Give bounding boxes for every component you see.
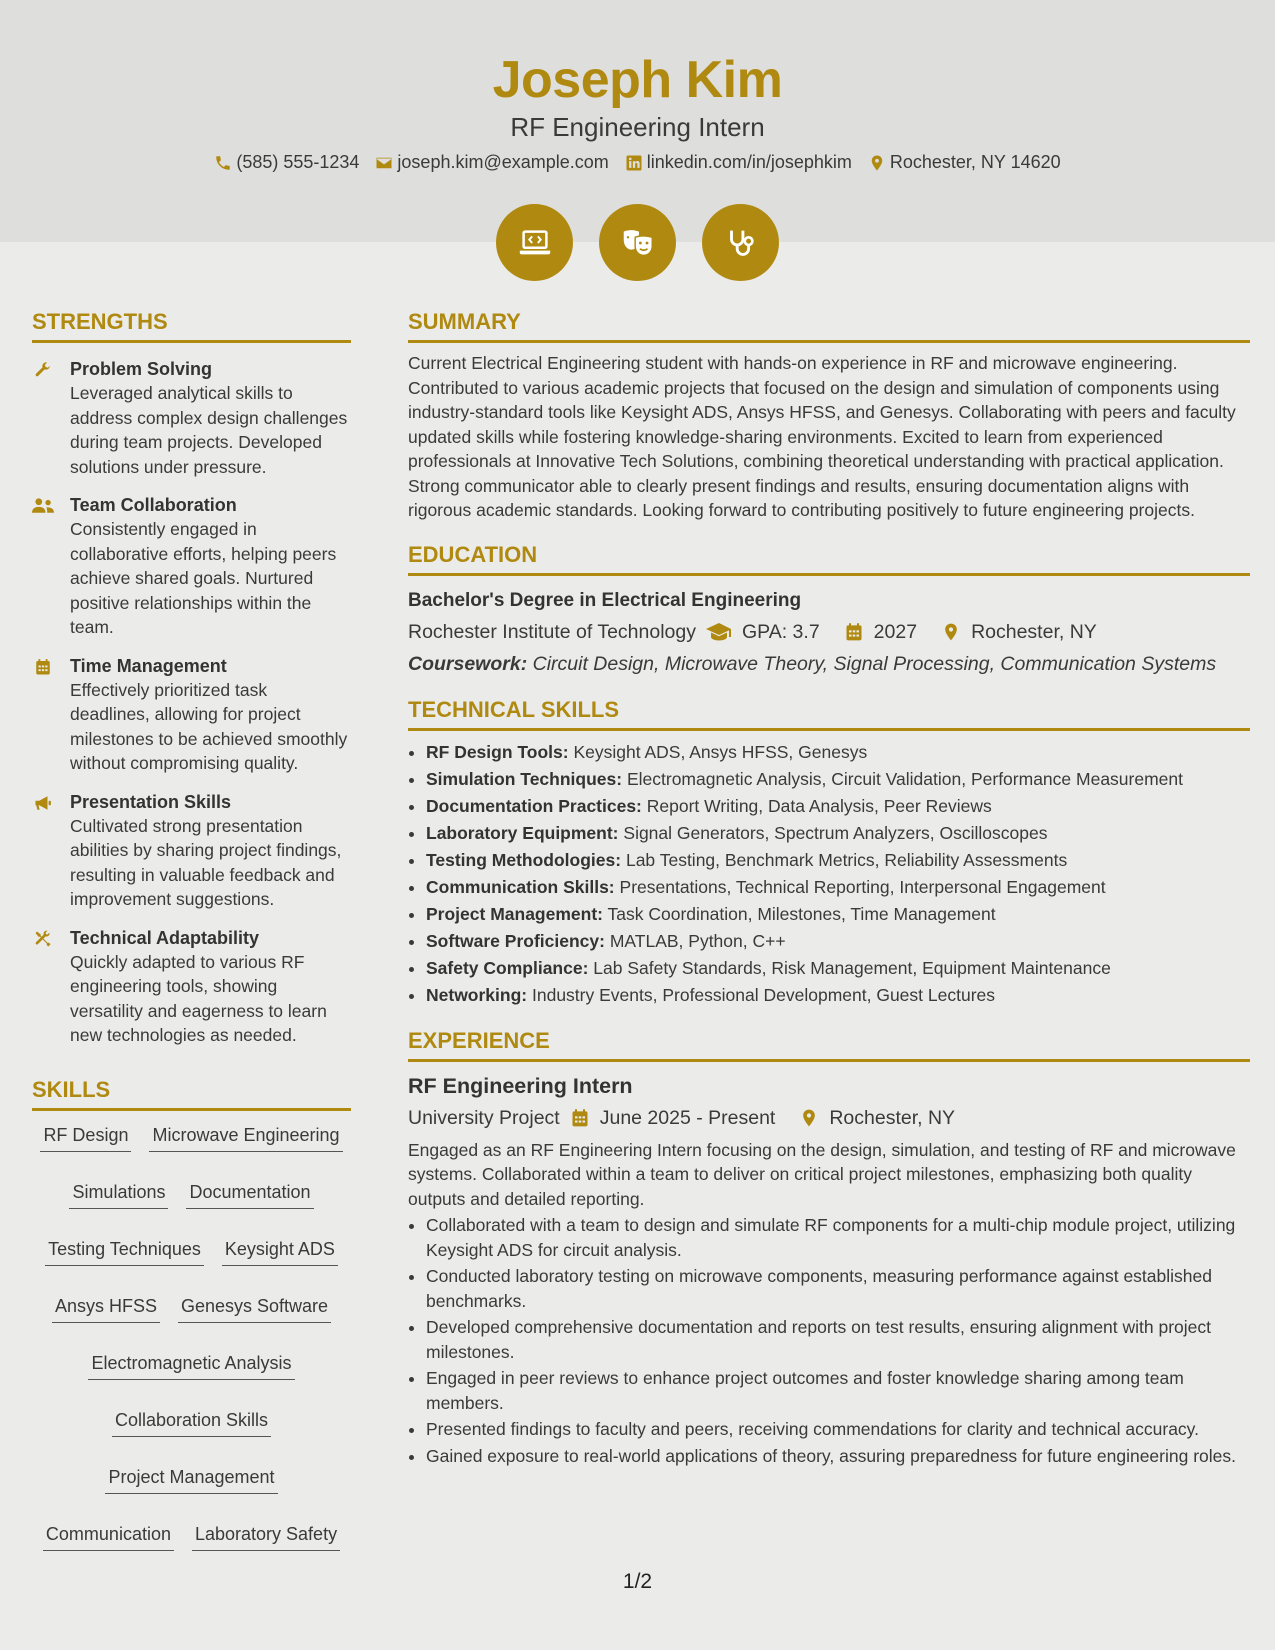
list-item bbox=[426, 766, 1250, 793]
education-heading: EDUCATION bbox=[408, 541, 1250, 576]
list-item: • Collaborated with a team to design and simulate RF components for a multi-chip module project, utilizing Keysight ADS for circuit analysis. bbox=[426, 1213, 1250, 1262]
skill-tag: Microwave Engineering bbox=[149, 1123, 342, 1152]
job-location: Rochester, NY bbox=[829, 1106, 956, 1129]
graduation-year: 2027 bbox=[873, 620, 918, 643]
contact-location bbox=[868, 152, 1061, 173]
degree-title: Bachelor's Degree in Electrical Engineering bbox=[408, 589, 802, 611]
skill-tag: Genesys Software bbox=[178, 1294, 331, 1323]
candidate-role: RF Engineering Intern bbox=[510, 112, 765, 142]
skill-label: Simulation Techniques: bbox=[426, 768, 623, 789]
skill-label: Documentation Practices: bbox=[426, 795, 642, 816]
map-marker-icon bbox=[941, 622, 961, 642]
coursework bbox=[408, 650, 1250, 678]
skill-label: Testing Methodologies: bbox=[426, 849, 622, 870]
skill-label: Project Management: bbox=[426, 903, 603, 924]
calendar-icon bbox=[570, 1108, 590, 1128]
skill-tag: RF Design bbox=[40, 1123, 131, 1152]
users-icon bbox=[32, 497, 54, 515]
interest-circle-laptop bbox=[496, 204, 573, 281]
skill-tag: Ansys HFSS bbox=[52, 1294, 160, 1323]
job-summary: Engaged as an RF Engineering Intern focusing on the design, simulation, and testing of RF and microwave systems. Collaborated within a team to deliver on critical project milestones, emphasizing both quality outputs and detailed reporting. bbox=[408, 1139, 1236, 1209]
calendar-icon bbox=[32, 658, 54, 676]
skill-tag: Keysight ADS bbox=[222, 1237, 338, 1266]
location-text: Rochester, NY 14620 bbox=[889, 152, 1061, 172]
list-item: • Gained exposure to real-world applications of theory, assuring preparedness for future engineering roles. bbox=[426, 1444, 1250, 1469]
interest-icons bbox=[0, 204, 1275, 281]
coursework-label: Coursework: bbox=[408, 652, 528, 675]
linkedin-icon bbox=[625, 154, 643, 172]
skill-tag: Collaboration Skills bbox=[112, 1408, 271, 1437]
page-number: 1/2 bbox=[622, 1570, 653, 1593]
contact-bar bbox=[0, 152, 1275, 173]
left-column bbox=[32, 308, 351, 1551]
school-name: Rochester Institute of Technology bbox=[408, 620, 696, 643]
strength-desc: Quickly adapted to various RF engineering tools, showing versatility and eagerness to learn new technologies as needed. bbox=[70, 951, 327, 1045]
summary-heading: SUMMARY bbox=[408, 308, 1250, 343]
interest-circle-masks bbox=[599, 204, 676, 281]
strength-title: Presentation Skills bbox=[70, 791, 232, 812]
technical-skills-list bbox=[408, 739, 1250, 1009]
map-marker-icon bbox=[868, 154, 886, 172]
list-item bbox=[426, 847, 1250, 874]
strength-title: Problem Solving bbox=[70, 359, 213, 379]
strength-title: Time Management bbox=[70, 655, 227, 676]
strengths-heading: STRENGTHS bbox=[32, 308, 351, 343]
graduation-cap-icon bbox=[706, 622, 732, 642]
list-item: • Engaged in peer reviews to enhance project outcomes and foster knowledge sharing among team members. bbox=[426, 1366, 1250, 1415]
skill-tag: Documentation bbox=[186, 1180, 313, 1209]
list-item: • Presented findings to faculty and peers, receiving commendations for clarity and technical accuracy. bbox=[426, 1417, 1250, 1442]
theater-masks-icon bbox=[619, 224, 657, 262]
skill-label: Networking: bbox=[426, 984, 528, 1005]
phone-icon bbox=[214, 154, 232, 172]
experience-heading: EXPERIENCE bbox=[408, 1027, 1250, 1062]
list-item bbox=[426, 874, 1250, 901]
linkedin-text: linkedin.com/in/josephkim bbox=[646, 152, 852, 172]
skill-value: Report Writing, Data Analysis, Peer Reviews bbox=[646, 795, 992, 816]
contact-linkedin[interactable] bbox=[625, 152, 852, 173]
right-column bbox=[408, 308, 1250, 1470]
skill-value: Task Coordination, Milestones, Time Management bbox=[607, 903, 996, 924]
skill-label: Software Proficiency: bbox=[426, 930, 605, 951]
candidate-name: Joseph Kim bbox=[492, 51, 783, 109]
bullhorn-icon bbox=[32, 794, 54, 812]
skill-tag: Project Management bbox=[105, 1465, 277, 1494]
wrench-icon bbox=[32, 361, 54, 379]
strength-item bbox=[32, 790, 351, 912]
list-item bbox=[426, 982, 1250, 1009]
education-meta bbox=[408, 618, 1250, 646]
school-location: Rochester, NY bbox=[971, 620, 1097, 643]
strength-desc: Cultivated strong presentation abilities by sharing project findings, resulting in valuable feedback and improvement suggestions. bbox=[70, 815, 342, 909]
strength-title: Technical Adaptability bbox=[70, 927, 260, 948]
laptop-code-icon bbox=[516, 224, 554, 262]
skill-value: Lab Testing, Benchmark Metrics, Reliability Assessments bbox=[625, 849, 1068, 870]
strength-item bbox=[32, 926, 351, 1048]
skill-value: Industry Events, Professional Development, Guest Lectures bbox=[532, 984, 996, 1005]
stethoscope-icon bbox=[722, 224, 760, 262]
list-item bbox=[426, 739, 1250, 766]
strength-desc: Consistently engaged in collaborative efforts, helping peers achieve shared goals. Nurtured positive relationships within the team. bbox=[70, 519, 337, 637]
gpa-text: GPA: 3.7 bbox=[741, 620, 820, 643]
skills-heading: SKILLS bbox=[32, 1076, 351, 1111]
interest-circle-stethoscope bbox=[702, 204, 779, 281]
list-item bbox=[426, 820, 1250, 847]
strength-desc: Leveraged analytical skills to address complex design challenges during team projects. Developed solutions under pressure. bbox=[70, 383, 348, 477]
strength-item bbox=[32, 357, 351, 479]
tools-icon bbox=[32, 930, 54, 948]
list-item: • Developed comprehensive documentation and reports on test results, ensuring alignment with project milestones. bbox=[426, 1315, 1250, 1364]
coursework-list: Circuit Design, Microwave Theory, Signal Processing, Communication Systems bbox=[532, 652, 1217, 675]
phone-text: (585) 555-1234 bbox=[236, 152, 360, 172]
skill-label: Safety Compliance: bbox=[426, 957, 589, 978]
list-item bbox=[426, 901, 1250, 928]
contact-phone bbox=[214, 152, 359, 173]
list-item bbox=[426, 955, 1250, 982]
email-text: joseph.kim@example.com bbox=[397, 152, 609, 172]
list-item bbox=[426, 928, 1250, 955]
strength-desc: Effectively prioritized task deadlines, allowing for project milestones to be achieved smoothly without compromising quality. bbox=[70, 679, 348, 773]
skills-list bbox=[32, 1123, 351, 1551]
strength-item bbox=[32, 493, 351, 640]
calendar-icon bbox=[844, 622, 864, 642]
skill-label: RF Design Tools: bbox=[426, 741, 569, 762]
job-bullets bbox=[408, 1213, 1250, 1468]
list-item: • Conducted laboratory testing on microwave components, measuring performance against established benchmarks. bbox=[426, 1264, 1250, 1313]
strength-title: Team Collaboration bbox=[70, 495, 237, 515]
job-dates: June 2025 - Present bbox=[599, 1106, 776, 1129]
map-marker-icon bbox=[799, 1108, 819, 1128]
strength-item bbox=[32, 654, 351, 776]
summary-text: Current Electrical Engineering student with hands-on experience in RF and microwave engineering. Contributed to various academic projects that focused on the design and simulation of components using industry-standard tools like Keysight ADS, Ansys HFSS, and Genesys. Collaborating with peers and faculty updated skills while fostering knowledge-sharing environments. Excited to learn from experienced professionals at Innovative Tech Solutions, combining theoretical understanding with practical application. Strong communicator able to clearly present findings and results, ensuring documentation aligns with rigorous academic standards. Looking forward to contributing positively to future engineering projects. bbox=[408, 353, 1236, 520]
list-item bbox=[426, 793, 1250, 820]
job-org: University Project bbox=[408, 1106, 560, 1129]
skill-value: Electromagnetic Analysis, Circuit Validation, Performance Measurement bbox=[626, 768, 1183, 789]
job-title: RF Engineering Intern bbox=[408, 1073, 633, 1098]
skill-value: Signal Generators, Spectrum Analyzers, Oscilloscopes bbox=[623, 822, 1048, 843]
skill-tag: Testing Techniques bbox=[45, 1237, 204, 1266]
skill-tag: Simulations bbox=[69, 1180, 168, 1209]
skill-value: Keysight ADS, Ansys HFSS, Genesys bbox=[573, 741, 868, 762]
skill-tag: Laboratory Safety bbox=[192, 1522, 340, 1551]
skill-label: Communication Skills: bbox=[426, 876, 615, 897]
contact-email[interactable] bbox=[375, 152, 608, 173]
skill-tag: Communication bbox=[43, 1522, 174, 1551]
skill-value: MATLAB, Python, C++ bbox=[609, 930, 786, 951]
skill-value: Lab Safety Standards, Risk Management, Equipment Maintenance bbox=[593, 957, 1111, 978]
skill-label: Laboratory Equipment: bbox=[426, 822, 619, 843]
job-meta bbox=[408, 1104, 1250, 1132]
envelope-icon bbox=[375, 154, 393, 172]
skill-tag: Electromagnetic Analysis bbox=[88, 1351, 294, 1380]
skill-value: Presentations, Technical Reporting, Interpersonal Engagement bbox=[619, 876, 1106, 897]
technical-skills-heading: TECHNICAL SKILLS bbox=[408, 696, 1250, 731]
